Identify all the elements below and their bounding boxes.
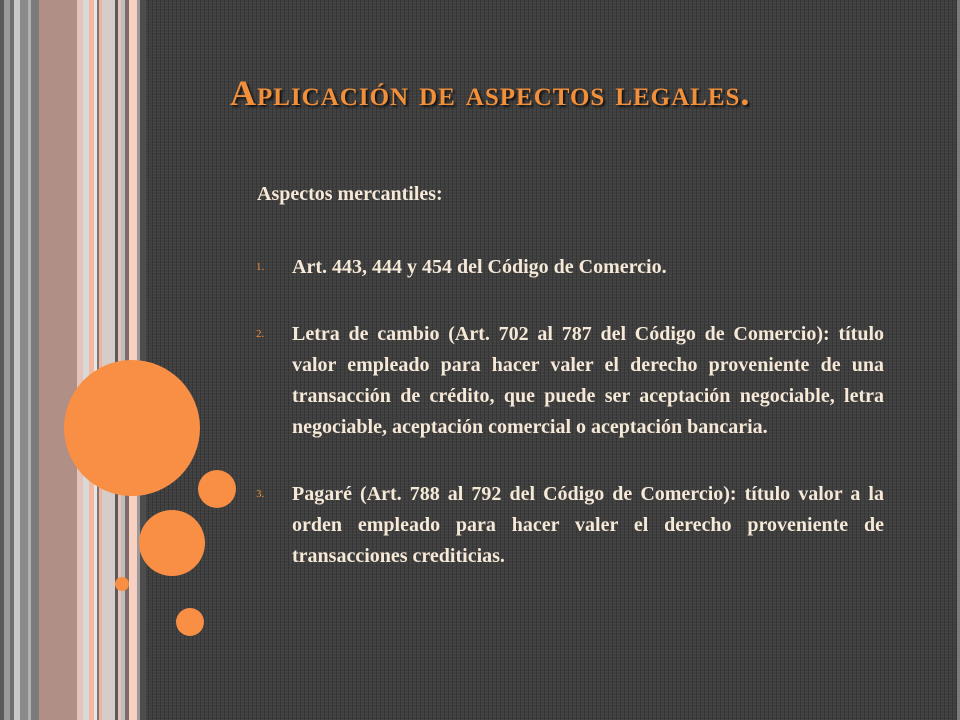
slide-subtitle: Aspectos mercantiles: — [257, 183, 443, 205]
slide-title: Aplicación de aspectos legales. — [230, 73, 751, 113]
stripe — [31, 0, 39, 720]
list-item-text: Letra de cambio (Art. 702 al 787 del Código de Comercio): título valor empleado para hacer valer el derecho proveniente de una transacción de crédito, que puede ser aceptación negociable, letra negociable, aceptación comercial o aceptación bancaria. — [292, 323, 884, 438]
small-orange-circle — [198, 470, 236, 508]
list-item — [256, 319, 884, 443]
tiny-orange-circle — [115, 577, 129, 591]
medium-orange-circle — [139, 510, 205, 576]
list-number: 1. — [256, 261, 265, 273]
large-orange-circle — [64, 360, 200, 496]
list-item-text: Art. 443, 444 y 454 del Código de Comercio. — [292, 256, 667, 278]
list-item — [256, 479, 884, 572]
list-number: 3. — [256, 488, 265, 500]
list-number: 2. — [256, 328, 265, 340]
small-orange-circle — [176, 608, 204, 636]
stripe — [20, 0, 28, 720]
list-item-text: Pagaré (Art. 788 al 792 del Código de Comercio): título valor a la orden empleado para hacer valer el derecho proveniente de transacciones crediticias. — [292, 483, 884, 567]
stripe — [39, 0, 77, 720]
numbered-list — [256, 252, 884, 572]
stripe — [102, 0, 115, 720]
list-item — [256, 252, 884, 283]
